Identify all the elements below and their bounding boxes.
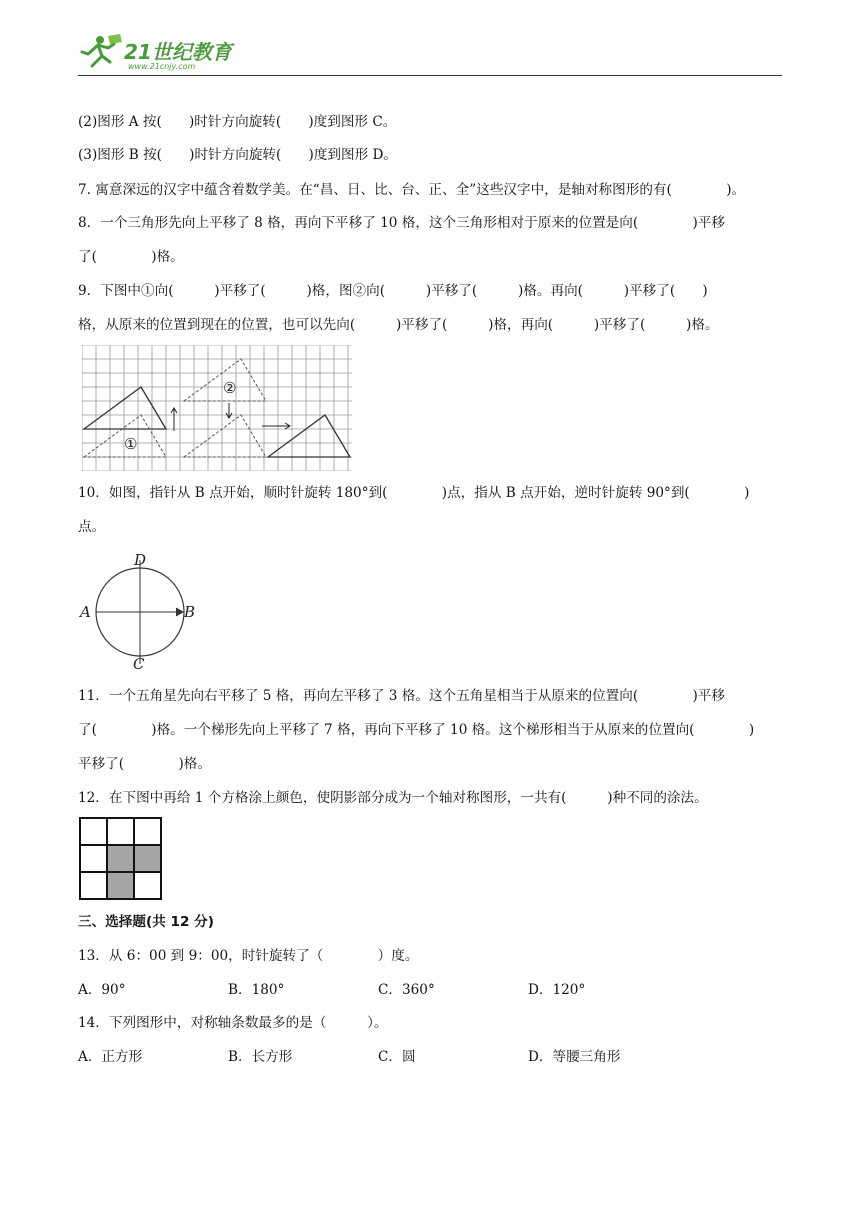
grid-cell	[134, 818, 161, 845]
header-rule	[78, 75, 782, 76]
q11-text-line2: 了( )格。一个梯形先向上平移了 7 格，再向下平移了 10 格。这个梯形相当于从原来的位置向( )	[78, 722, 755, 738]
q9-label-2: ②	[223, 379, 237, 397]
q6-2-text: (2)图形 A 按( )时针方向旋转( )度到图形 C。	[78, 114, 397, 130]
grid-cell	[134, 872, 161, 899]
grid-cell	[80, 872, 107, 899]
q12-shading-grid	[78, 816, 164, 902]
q13-option-d[interactable]: D．120°	[528, 982, 586, 998]
point-c-label: C	[133, 655, 145, 673]
logo-text: 21世纪教育	[124, 40, 232, 64]
grid-cell	[80, 845, 107, 872]
grid-cell	[107, 818, 134, 845]
point-a-label: A	[80, 603, 91, 621]
section-3-title: 三、选择题(共 12 分)	[78, 914, 214, 930]
q9-triangle-2-lower	[184, 415, 266, 457]
q9-label-1: ①	[124, 435, 138, 453]
grid-cell-shaded	[107, 872, 134, 899]
q14-text: 14．下列图形中，对称轴条数最多的是（ ）。	[78, 1015, 388, 1031]
q8-text-line2: 了( )格。	[78, 249, 184, 265]
q13-option-a[interactable]: A．90°	[78, 982, 126, 998]
q9-triangle-final	[268, 415, 350, 457]
q14-option-c[interactable]: C．圆	[378, 1049, 416, 1065]
q7-text: 7. 寓意深远的汉字中蕴含着数学美。在“昌、日、比、台、正、全”这些汉字中，是轴对称图形的有( )。	[78, 182, 746, 198]
down-arrow-icon	[226, 403, 232, 418]
q14-option-d[interactable]: D．等腰三角形	[528, 1049, 621, 1065]
q6-3-text: (3)图形 B 按( )时针方向旋转( )度到图形 D。	[78, 147, 398, 163]
grid-cell	[80, 818, 107, 845]
q14-option-a[interactable]: A．正方形	[78, 1049, 143, 1065]
q14-option-b[interactable]: B．长方形	[228, 1049, 293, 1065]
q9-text-line2: 格，从原来的位置到现在的位置，也可以先向( )平移了( )格，再向( )平移了( )格。	[78, 317, 719, 333]
up-arrow-icon	[171, 408, 177, 431]
q10-dial-figure	[78, 550, 202, 674]
grid-cell-shaded	[107, 845, 134, 872]
q8-text-line1: 8．一个三角形先向上平移了 8 格，再向下平移了 10 格，这个三角形相对于原来的位置是向( )平移	[78, 215, 726, 231]
q13-text: 13．从 6：00 到 9：00，时针旋转了（ ）度。	[78, 948, 419, 964]
q13-option-b[interactable]: B．180°	[228, 982, 285, 998]
point-d-label: D	[134, 551, 147, 569]
q10-text-line2: 点。	[78, 519, 106, 535]
grid-lines	[82, 345, 352, 471]
page-header	[78, 30, 782, 76]
q11-text-line1: 11．一个五角星先向右平移了 5 格，再向左平移了 3 格。这个五角星相当于从原来的位置向( )平移	[78, 688, 726, 704]
grid-cell-shaded	[134, 845, 161, 872]
logo-url: www.21cnjy.com	[128, 62, 196, 71]
right-arrow-icon	[262, 423, 290, 429]
q9-text-line1: 9．下图中①向( )平移了( )格，图②向( )平移了( )格。再向( )平移了( )	[78, 283, 708, 299]
q12-text: 12．在下图中再给 1 个方格涂上颜色，使阴影部分成为一个轴对称图形，一共有( )种不同的涂法。	[78, 790, 708, 806]
arrowhead-icon	[176, 608, 183, 616]
q9-translation-grid	[82, 345, 354, 471]
q13-option-c[interactable]: C．360°	[378, 982, 435, 998]
q11-text-line3: 平移了( )格。	[78, 756, 211, 772]
point-b-label: B	[184, 603, 196, 621]
q10-text-line1: 10．如图，指针从 B 点开始，顺时针旋转 180°到( )点，指从 B 点开始，逆时针旋转 90°到( )	[78, 485, 750, 501]
